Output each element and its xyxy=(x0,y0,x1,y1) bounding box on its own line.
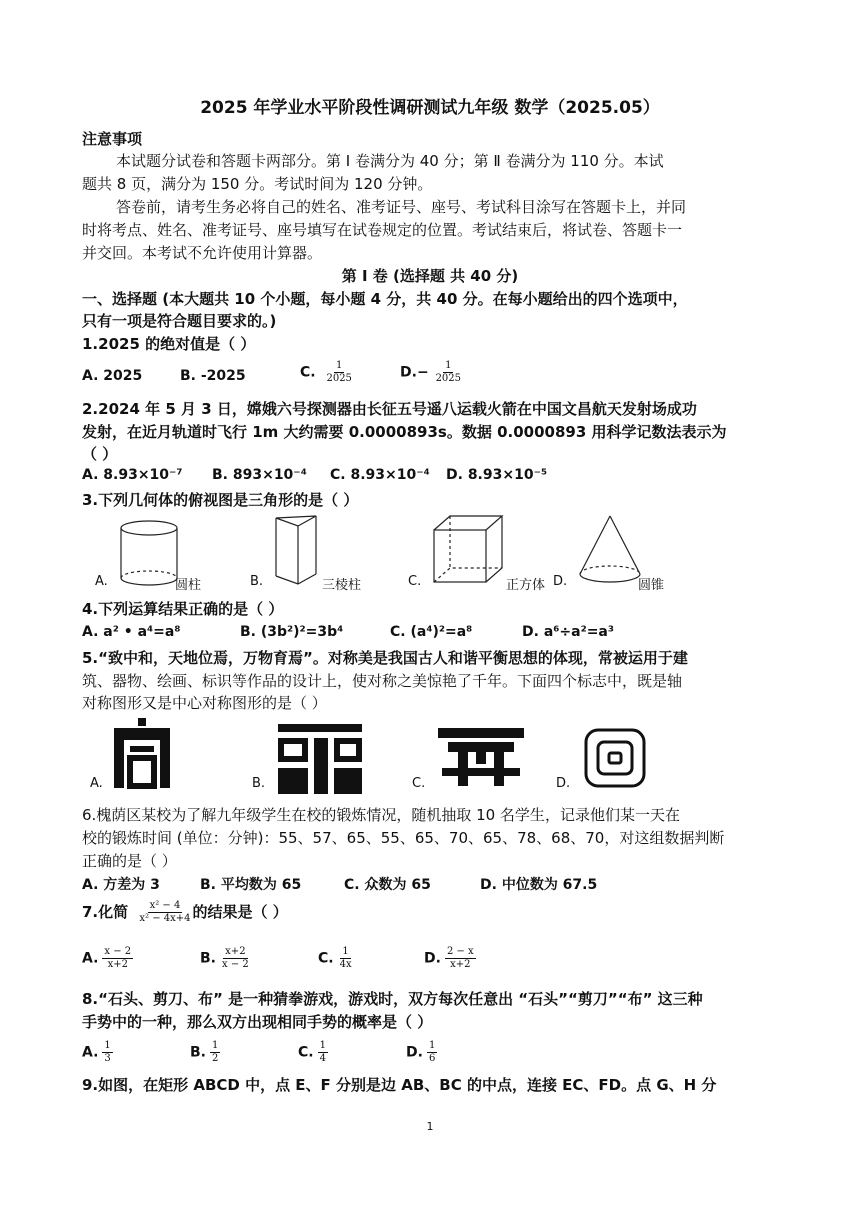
triangular-prism-figure xyxy=(276,516,316,584)
q3-solids-figure xyxy=(84,512,684,594)
question-7-stem xyxy=(82,900,288,925)
q4-option-a: A. a² • a⁴=a⁸ xyxy=(82,624,181,640)
q6-option-d: D. 中位数为 67.5 xyxy=(480,877,598,893)
question-6-stem: 校的锻炼时间 (单位：分钟)：55、57、65、55、65、70、65、78、68、70，对这组数据判断 xyxy=(82,829,725,847)
q1-option-c-fraction: $\frac{1}{2025}$ xyxy=(326,360,352,384)
question-4-stem: 4.下列运算结果正确的是（ ） xyxy=(82,600,284,618)
q2-option-d: D. 8.93×10⁻⁵ xyxy=(446,467,548,483)
question-2-stem: 发射，在近月轨道时飞行 1m 大约需要 0.0000893s。数据 0.0000893 用科学记数法表示为 xyxy=(82,423,727,441)
cube-figure xyxy=(434,516,502,582)
page-number: 1 xyxy=(426,1120,434,1133)
q1-option-b: B. -2025 xyxy=(180,368,246,384)
q8-option-d: D. $\frac{1}{6}$ xyxy=(406,1040,436,1064)
q2-option-c: C. 8.93×10⁻⁴ xyxy=(330,467,430,483)
q7-stem-prefix: 7.化简 xyxy=(82,903,129,921)
q6-option-c: C. 众数为 65 xyxy=(344,877,431,893)
notice-line: 答卷前，请考生务必将自己的姓名、准考证号、座号、考试科目涂写在答题卡上，并同 xyxy=(116,198,687,216)
notice-line: 并交回。本考试不允许使用计算器。 xyxy=(82,244,323,262)
part-one-intro: 一、选择题 (本大题共 10 个小题，每小题 4 分，共 40 分。在每小题给出的四个选项中， xyxy=(82,290,688,308)
question-8-stem: 手势中的一种，那么双方出现相同手势的概率是（ ） xyxy=(82,1013,433,1031)
question-8-stem: 8.“石头、剪刀、布” 是一种猜拳游戏，游戏时，双方每次任意出 “石头”“剪刀”“布” 这三种 xyxy=(82,990,703,1008)
question-6-stem: 正确的是（ ） xyxy=(82,852,177,870)
question-9-stem: 9.如图，在矩形 ABCD 中，点 E、F 分别是边 AB、BC 的中点，连接 EC、FD。点 G、H 分 xyxy=(82,1076,717,1094)
q7-option-d: D. $\frac{2 - x}{x+2}$ xyxy=(424,946,474,970)
q7-stem-suffix: 的结果是（ ） xyxy=(192,903,288,921)
logo-a-figure xyxy=(114,718,170,788)
question-2-stem: （ ） xyxy=(82,445,118,463)
page-title: 2025 年学业水平阶段性调研测试九年级 数学（2025.05） xyxy=(200,98,660,118)
q1-option-d-letter: D. xyxy=(400,364,417,381)
question-6-stem: 6.槐荫区某校为了解九年级学生在校的锻炼情况，随机抽取 10 名学生，记录他们某一天在 xyxy=(82,806,680,824)
q1-option-d-fraction: $\frac{1}{2025}$ xyxy=(435,360,462,384)
q3-label-b: B. xyxy=(250,574,264,589)
q8-option-b: B. $\frac{1}{2}$ xyxy=(190,1040,219,1064)
question-3-stem: 3.下列几何体的俯视图是三角形的是（ ） xyxy=(82,491,359,509)
q8-option-a: A. $\frac{1}{3}$ xyxy=(82,1040,111,1064)
q1-option-c xyxy=(300,360,354,385)
q4-option-b: B. (3b²)²=3b⁴ xyxy=(240,624,344,640)
question-5-stem: 5.“致中和，天地位焉，万物育焉”。对称美是我国古人和谐平衡思想的体现，常被运用于建 xyxy=(82,649,688,667)
question-2-stem: 2.2024 年 5 月 3 日，嫦娥六号探测器由长征五号遥八运载火箭在中国文昌航天发射场成功 xyxy=(82,400,697,418)
q8-option-c: C. $\frac{1}{4}$ xyxy=(298,1040,326,1064)
notice-line: 时将考点、姓名、准考证号、座号填写在试卷规定的位置。考试结束后，将试卷、答题卡一 xyxy=(82,221,683,239)
q2-option-b: B. 893×10⁻⁴ xyxy=(212,467,307,483)
q1-option-d xyxy=(400,360,463,385)
q3-name-a: 圆柱 xyxy=(175,578,202,593)
question-5-stem: 筑、器物、绘画、标识等作品的设计上，使对称之美惊艳了千年。下面四个标志中，既是轴 xyxy=(82,672,683,690)
minus-sign: − xyxy=(416,364,429,381)
q3-name-d: 圆锥 xyxy=(638,578,665,593)
cone-figure xyxy=(580,516,640,582)
question-5-stem: 对称图形又是中心对称图形的是（ ） xyxy=(82,694,327,712)
q3-label-c: C. xyxy=(408,574,422,589)
q3-name-c: 正方体 xyxy=(506,578,546,593)
q5-logos-figure xyxy=(82,716,682,794)
q7-expression-fraction: $\frac{\text{x² − 4}}{\text{x² − 4x+4}}$ xyxy=(139,900,191,924)
notice-line: 本试题分试卷和答题卡两部分。第 Ⅰ 卷满分为 40 分；第 Ⅱ 卷满分为 110 分。本试 xyxy=(116,152,664,170)
q5-label-d: D. xyxy=(556,776,571,791)
q3-label-d: D. xyxy=(553,574,568,589)
q2-option-a: A. 8.93×10⁻⁷ xyxy=(82,467,183,483)
q6-option-b: B. 平均数为 65 xyxy=(200,877,302,893)
q7-option-b: B. $\frac{x+2}{x - 2}$ xyxy=(200,946,249,970)
q3-name-b: 三棱柱 xyxy=(322,578,362,593)
q5-label-b: B. xyxy=(252,776,266,791)
question-1-stem: 1.2025 的绝对值是（ ） xyxy=(82,335,256,353)
q1-option-c-letter: C. xyxy=(300,364,316,381)
q5-label-a: A. xyxy=(90,776,103,791)
logo-c-figure xyxy=(438,728,524,786)
q6-option-a: A. 方差为 3 xyxy=(82,877,160,893)
notice-heading: 注意事项 xyxy=(82,130,143,148)
q7-option-a: A. $\frac{x - 2}{x+2}$ xyxy=(82,946,132,970)
logo-b-figure xyxy=(278,724,362,794)
q7-option-c: C. $\frac{1}{4x}$ xyxy=(318,946,352,970)
cylinder-figure xyxy=(121,521,177,585)
q3-label-a: A. xyxy=(95,574,108,589)
notice-line: 题共 8 页，满分为 150 分。考试时间为 120 分钟。 xyxy=(82,175,433,193)
logo-d-figure xyxy=(586,730,644,786)
section-title: 第 Ⅰ 卷 (选择题 共 40 分) xyxy=(341,267,519,285)
q4-option-d: D. a⁶÷a²=a³ xyxy=(522,624,615,640)
part-one-intro: 只有一项是符合题目要求的。) xyxy=(82,312,277,330)
q1-option-a: A. 2025 xyxy=(82,368,143,384)
q4-option-c: C. (a⁴)²=a⁸ xyxy=(390,624,473,640)
q5-label-c: C. xyxy=(412,776,426,791)
